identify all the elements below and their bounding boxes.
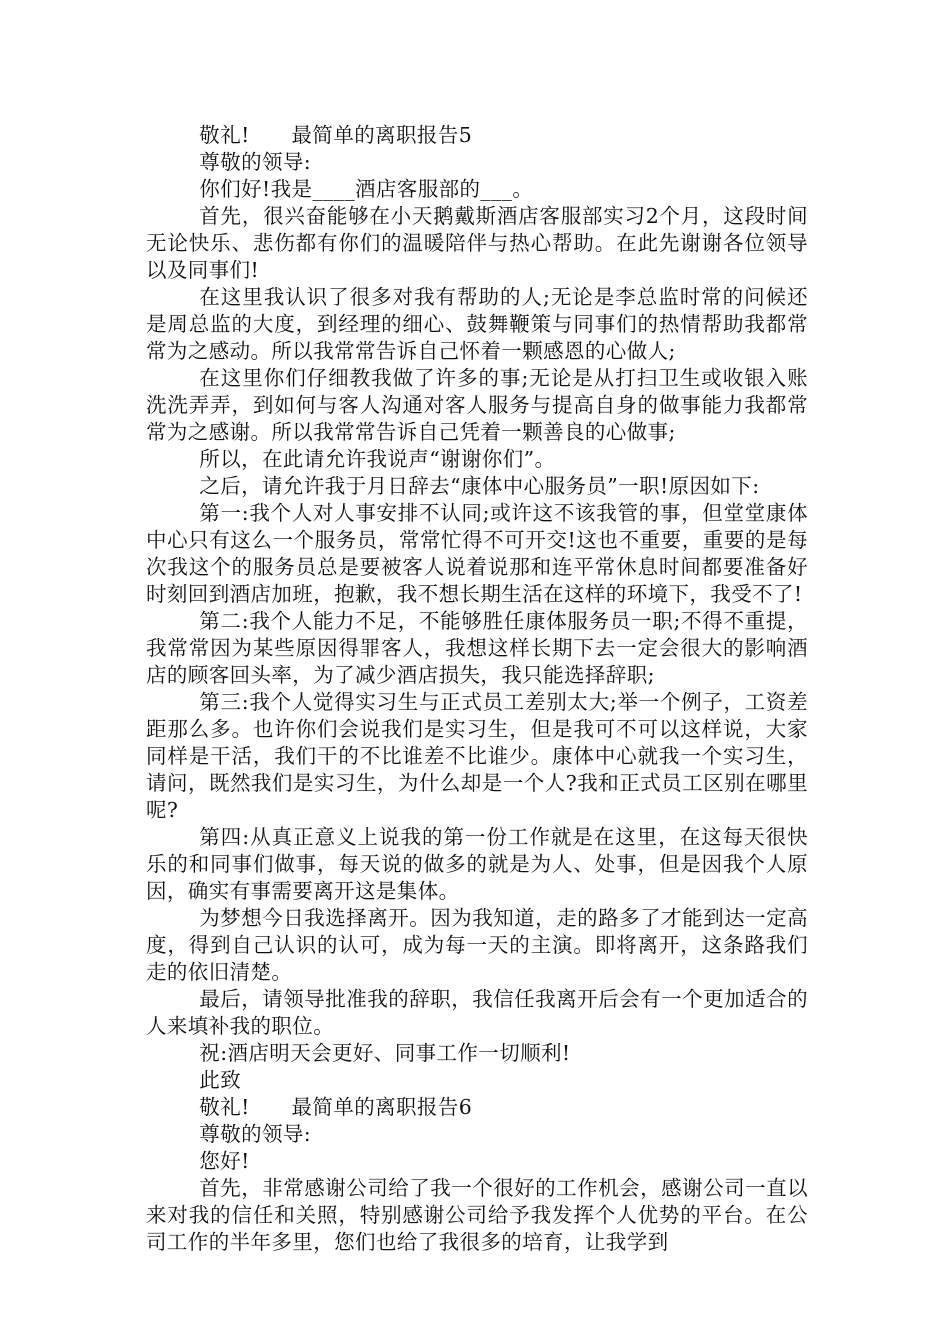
paragraph-thank-you: 所以，在此请允许我说声“谢谢你们”。	[199, 447, 556, 471]
paragraph-tasks: 在这里你们仔细教我做了许多的事;无论是从打扫卫生或收银入账洗洗弄弄，到如何与客人沟通对客人服务与提高自身的做事能力我都常常为之感谢。所以我常常告诉自己凭着一颗善良的心做事;	[146, 366, 808, 444]
document-body	[146, 122, 808, 1256]
paragraph-reason-2: 第二:我个人能力不足，不能够胜任康体服务员一职;不得不重提，我常常因为某些原因得罪客人，我想这样长期下去一定会很大的影响酒店的顾客回头率，为了减少酒店损失，我只能选择辞职;	[146, 609, 808, 687]
paragraph-reason-4: 第四:从真正意义上说我的第一份工作就是在这里，在这每天很快乐的和同事们做事，每天说的做多的就是为人、处事，但是因我个人原因，确实有事需要离开这是集体。	[146, 825, 808, 903]
sign-off: 此致	[199, 1068, 242, 1092]
wishes: 祝:酒店明天会更好、同事工作一切顺利!	[199, 1041, 571, 1065]
greeting: 你们好!我是____酒店客服部的___。	[199, 177, 534, 201]
paragraph-people: 在这里我认识了很多对我有帮助的人;无论是李总监时常的问候还是周总监的大度，到经理的细心、鼓舞鞭策与同事们的热情帮助我都常常为之感动。所以我常常告诉自己怀着一颗感恩的心做人;	[146, 285, 808, 363]
paragraph-dream: 为梦想今日我选择离开。因为我知道，走的路多了才能到达一定高度，得到自己认识的认可，成为每一天的主演。即将离开，这条路我们走的依旧清楚。	[146, 906, 808, 984]
paragraph-thanks: 首先，很兴奋能够在小天鹅戴斯酒店客服部实习2个月，这段时间无论快乐、悲伤都有你们的温暖陪伴与热心帮助。在此先谢谢各位领导以及同事们!	[146, 204, 808, 282]
report-5-heading: 敬礼! 最简单的离职报告5	[199, 123, 473, 147]
salutation: 尊敬的领导:	[199, 150, 312, 174]
report-6-heading: 敬礼! 最简单的离职报告6	[199, 1095, 473, 1119]
salutation-6: 尊敬的领导:	[199, 1122, 312, 1146]
paragraph-thanks-6: 首先，非常感谢公司给了我一个很好的工作机会，感谢公司一直以来对我的信任和关照，特别感谢公司给予我发挥个人优势的平台。在公司工作的半年多里，您们也给了我很多的培育，让我学到	[146, 1176, 808, 1254]
paragraph-reason-3: 第三:我个人觉得实习生与正式员工差别太大;举一个例子，工资差距那么多。也许你们会说我们是实习生，但是我可不可以这样说，大家同样是干活，我们干的不比谁差不比谁少。康体中心就我一个实习生，请问，既然我们是实习生，为什么却是一个人?我和正式员工区别在哪里呢?	[146, 690, 808, 822]
greeting-6: 您好!	[199, 1149, 250, 1173]
paragraph-closing: 最后，请领导批准我的辞职，我信任我离开后会有一个更加适合的人来填补我的职位。	[146, 987, 808, 1038]
paragraph-reason-1: 第一:我个人对人事安排不认同;或许这不该我管的事，但堂堂康体中心只有这么一个服务员，常常忙得不可开交!这也不重要，重要的是每次我这个的服务员总是要被客人说着说那和连平常休息时间都要准备好时刻回到酒店加班，抱歉，我不想长期生活在这样的环境下，我受不了!	[146, 501, 808, 606]
paragraph-resignation: 之后，请允许我于月日辞去“康体中心服务员”一职!原因如下:	[199, 474, 760, 498]
